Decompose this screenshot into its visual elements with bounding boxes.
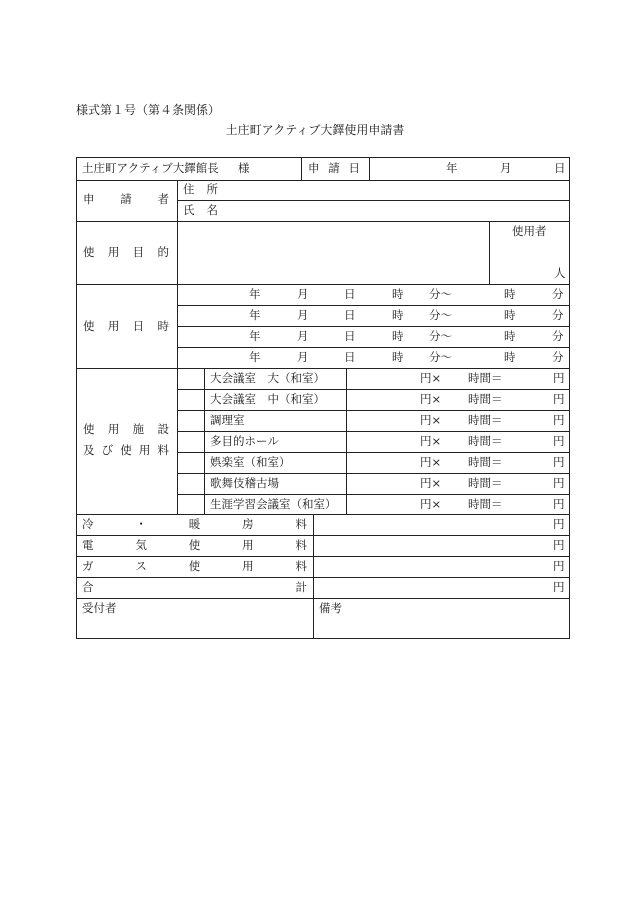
time-row-2-hour-unit: 時 bbox=[392, 308, 404, 322]
time-row-3-month-unit: 月 bbox=[297, 329, 309, 343]
time-row-3-minute-to-unit: 分 bbox=[552, 329, 564, 343]
time-row-1-month-unit: 月 bbox=[297, 287, 309, 301]
time-row-2-minute-to-unit: 分 bbox=[552, 308, 564, 322]
facility-label-line2: 及 び 使 用 料 bbox=[83, 443, 169, 457]
facility-row-1-rate-unit: 円× bbox=[420, 371, 442, 385]
time-row-1-minute-to-unit: 分 bbox=[552, 287, 564, 301]
time-row-3-hour-to-unit: 時 bbox=[504, 329, 516, 343]
facility-row-7-hours-unit: 時間＝ bbox=[468, 497, 503, 511]
application-form bbox=[76, 157, 570, 639]
gas-fee-label: ガ ス 使 用 料 bbox=[82, 559, 307, 573]
facility-row-3-room-name: 調理室 bbox=[210, 413, 245, 427]
facility-row-3-rate-unit: 円× bbox=[420, 413, 442, 427]
time-row-1-day-unit: 日 bbox=[344, 287, 356, 301]
receiver-label: 受付者 bbox=[82, 601, 117, 615]
time-row-4-hour-unit: 時 bbox=[392, 350, 404, 364]
time-row-4-year-unit: 年 bbox=[249, 350, 261, 364]
electricity-fee-unit: 円 bbox=[553, 538, 565, 552]
time-row-3-year-unit: 年 bbox=[249, 329, 261, 343]
users-unit: 人 bbox=[554, 266, 566, 280]
time-row-4-month-unit: 月 bbox=[297, 350, 309, 364]
address-label: 住 所 bbox=[183, 182, 218, 196]
facility-row-6-room-name: 歌舞伎稽古場 bbox=[210, 476, 279, 490]
facility-row-3-hours-unit: 時間＝ bbox=[468, 413, 503, 427]
time-row-2-year-unit: 年 bbox=[249, 308, 261, 322]
electricity-fee-label: 電 気 使 用 料 bbox=[82, 538, 307, 552]
date-day-unit: 日 bbox=[554, 161, 566, 175]
facility-row-6-hours-unit: 時間＝ bbox=[468, 476, 503, 490]
gas-fee-unit: 円 bbox=[553, 559, 565, 573]
applicant-label: 申 請 者 bbox=[83, 192, 169, 206]
facility-row-5-hours-unit: 時間＝ bbox=[468, 455, 503, 469]
form-number: 様式第１号（第４条関係） bbox=[76, 103, 221, 117]
time-row-1-hour-unit: 時 bbox=[392, 287, 404, 301]
addressee-honorific: 様 bbox=[238, 161, 250, 175]
facility-row-2-room-name: 大会議室 中（和室） bbox=[210, 392, 325, 406]
addressee-name: 土庄町アクティブ大鐸館長 bbox=[82, 161, 219, 175]
time-row-1-minute-from-unit: 分～ bbox=[429, 287, 452, 301]
time-row-2-month-unit: 月 bbox=[297, 308, 309, 322]
time-row-1-hour-to-unit: 時 bbox=[504, 287, 516, 301]
facility-row-7-total-unit: 円 bbox=[553, 497, 565, 511]
name-label: 氏 名 bbox=[183, 203, 218, 217]
time-row-4-minute-to-unit: 分 bbox=[552, 350, 564, 364]
aircon-fee-label: 冷 ・ 暖 房 料 bbox=[82, 517, 307, 531]
facility-row-2-rate-unit: 円× bbox=[420, 392, 442, 406]
total-unit: 円 bbox=[553, 580, 565, 594]
purpose-label: 使 用 目 的 bbox=[83, 245, 169, 259]
facility-row-1-hours-unit: 時間＝ bbox=[468, 371, 503, 385]
usage-time-label: 使 用 日 時 bbox=[83, 319, 169, 333]
facility-label-line1: 使 用 施 設 bbox=[83, 422, 169, 436]
time-row-2-minute-from-unit: 分～ bbox=[429, 308, 452, 322]
document-title: 土庄町アクティブ大鐸使用申請書 bbox=[225, 123, 405, 137]
time-row-1-year-unit: 年 bbox=[249, 287, 261, 301]
time-row-4-hour-to-unit: 時 bbox=[504, 350, 516, 364]
aircon-fee-unit: 円 bbox=[553, 517, 565, 531]
facility-row-4-room-name: 多目的ホール bbox=[210, 434, 279, 448]
facility-row-5-total-unit: 円 bbox=[553, 455, 565, 469]
facility-row-1-total-unit: 円 bbox=[553, 371, 565, 385]
time-row-4-minute-from-unit: 分～ bbox=[429, 350, 452, 364]
facility-row-4-hours-unit: 時間＝ bbox=[468, 434, 503, 448]
total-label: 合 計 bbox=[82, 580, 307, 594]
time-row-3-hour-unit: 時 bbox=[392, 329, 404, 343]
facility-row-2-total-unit: 円 bbox=[553, 392, 565, 406]
facility-row-1-room-name: 大会議室 大（和室） bbox=[210, 371, 325, 385]
facility-row-2-hours-unit: 時間＝ bbox=[468, 392, 503, 406]
facility-row-3-total-unit: 円 bbox=[553, 413, 565, 427]
facility-row-5-room-name: 娯楽室（和室） bbox=[210, 455, 291, 469]
facility-row-4-total-unit: 円 bbox=[553, 434, 565, 448]
date-year-unit: 年 bbox=[446, 161, 458, 175]
remarks-label: 備考 bbox=[319, 601, 342, 615]
time-row-3-day-unit: 日 bbox=[344, 329, 356, 343]
facility-row-4-rate-unit: 円× bbox=[420, 434, 442, 448]
time-row-2-hour-to-unit: 時 bbox=[504, 308, 516, 322]
facility-row-7-rate-unit: 円× bbox=[420, 497, 442, 511]
facility-row-6-total-unit: 円 bbox=[553, 476, 565, 490]
time-row-2-day-unit: 日 bbox=[344, 308, 356, 322]
users-label: 使用者 bbox=[512, 224, 547, 238]
facility-row-5-rate-unit: 円× bbox=[420, 455, 442, 469]
date-month-unit: 月 bbox=[500, 161, 512, 175]
time-row-4-day-unit: 日 bbox=[344, 350, 356, 364]
facility-row-7-room-name: 生涯学習会議室（和室） bbox=[210, 497, 337, 511]
facility-row-6-rate-unit: 円× bbox=[420, 476, 442, 490]
date-label: 申 請 日 bbox=[308, 161, 360, 175]
time-row-3-minute-from-unit: 分～ bbox=[429, 329, 452, 343]
